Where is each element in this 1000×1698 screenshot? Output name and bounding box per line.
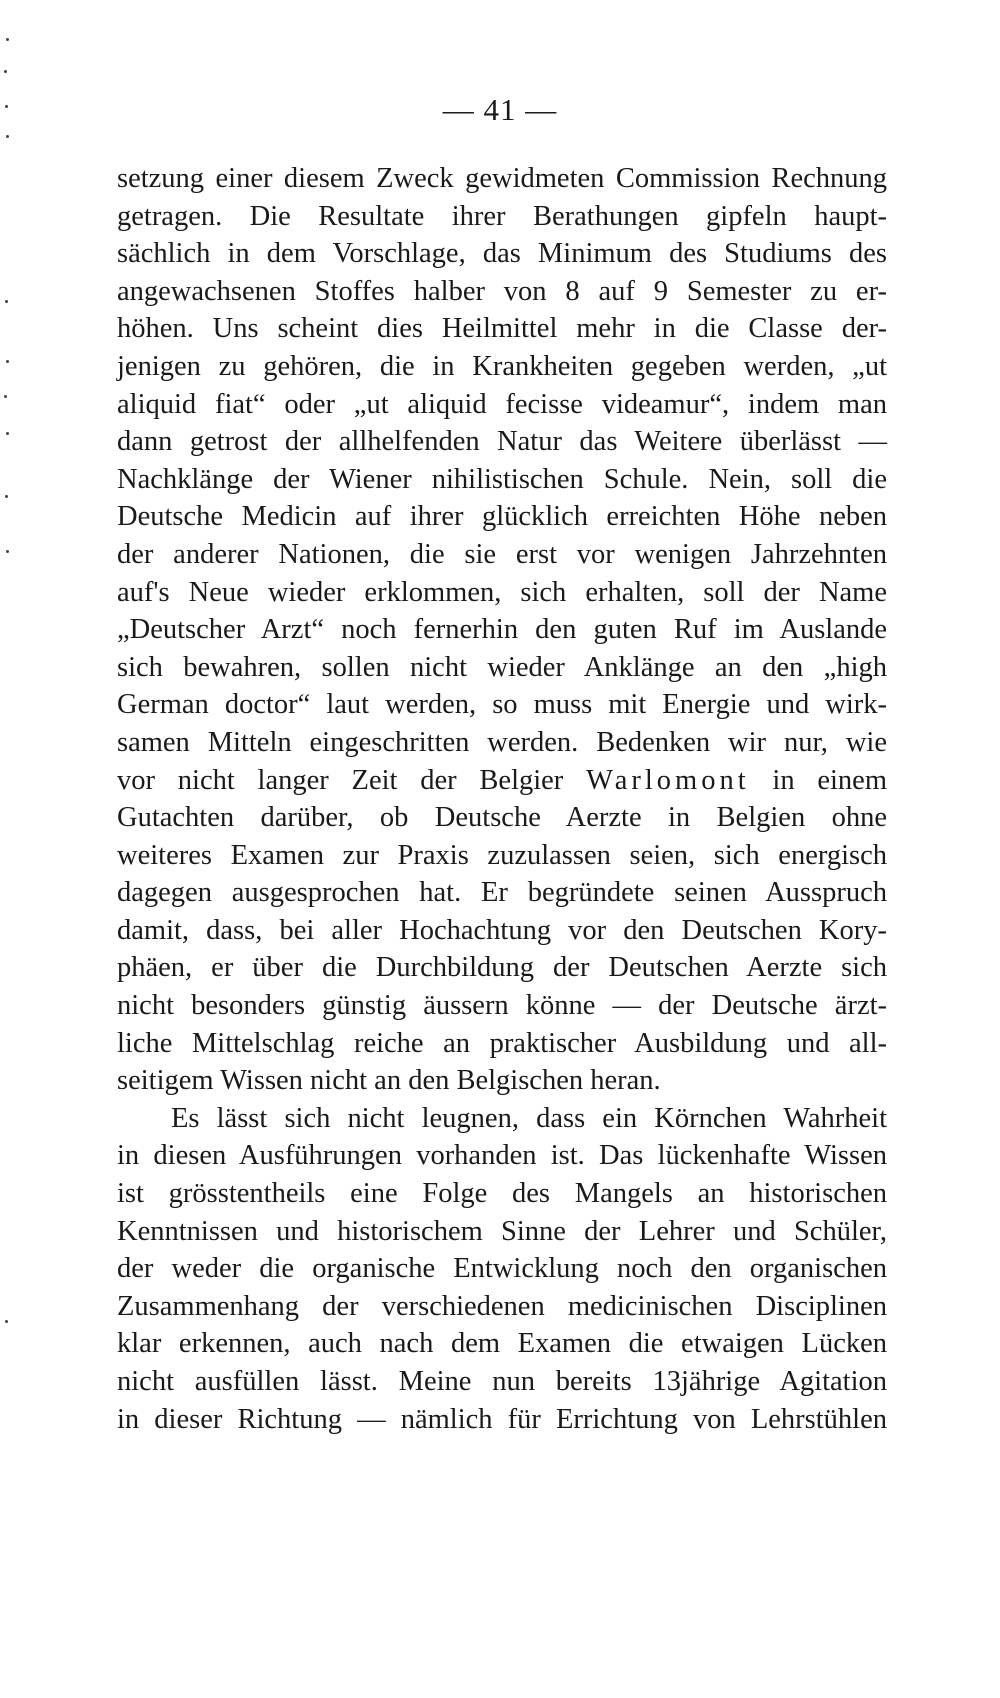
scan-speck: [5, 105, 8, 108]
text-line: klar erkennen, auch nach dem Examen die etwaigen Lücken: [117, 1328, 887, 1360]
text-line: getragen. Die Resultate ihrer Berathungen gipfeln haupt-: [117, 200, 887, 232]
text-line: angewachsenen Stoffes halber von 8 auf 9 Semester zu er-: [117, 275, 887, 307]
text-fragment: vor nicht langer Zeit der Belgier: [117, 764, 587, 796]
text-line: Gutachten darüber, ob Deutsche Aerzte in Belgien ohne: [117, 802, 887, 834]
text-line: dagegen ausgesprochen hat. Er begründete seinen Ausspruch: [117, 877, 887, 909]
scan-speck: [5, 495, 8, 498]
scan-speck: [6, 360, 9, 363]
text-line: nicht ausfüllen lässt. Meine nun bereits 13jährige Agitation: [117, 1366, 887, 1397]
text-line: Deutsche Medicin auf ihrer glücklich erreichten Höhe neben: [117, 501, 887, 533]
text-line: phäen, er über die Durchbildung der Deutschen Aerzte sich: [117, 952, 887, 984]
person-name-warlomont: Warlomont: [586, 764, 750, 796]
text-line: damit, dass, bei aller Hochachtung vor den Deutschen Kory-: [117, 914, 887, 946]
text-line: setzung einer diesem Zweck gewidmeten Commission Rechnung: [117, 163, 887, 194]
text-line: Zusammenhang der verschiedenen medicinischen Disciplinen: [117, 1290, 887, 1322]
text-line: in dieser Richtung — nämlich für Errichtung von Lehrstühlen: [117, 1403, 887, 1435]
text-line: höhen. Uns scheint dies Heilmittel mehr in die Classe der-: [117, 313, 887, 345]
scan-speck: [6, 38, 9, 41]
text-line-paragraph-start: Es lässt sich nicht leugnen, dass ein Körnchen Wahrheit: [171, 1102, 887, 1134]
scan-speck: [5, 1320, 8, 1323]
text-line: jenigen zu gehören, die in Krankheiten gegeben werden, „ut: [117, 350, 887, 382]
scan-speck: [6, 135, 9, 138]
text-line: sich bewahren, sollen nicht wieder Anklänge an den „high: [117, 651, 887, 683]
page-number: — 41 —: [442, 92, 558, 127]
text-line: nicht besonders günstig äussern könne — der Deutsche ärzt-: [117, 990, 887, 1022]
text-line: Nachklänge der Wiener nihilistischen Schule. Nein, soll die: [117, 463, 887, 495]
scan-speck: [6, 550, 9, 553]
text-line: der weder die organische Entwicklung noch den organischen: [117, 1253, 887, 1285]
text-line: Kenntnissen und historischem Sinne der Lehrer und Schüler,: [117, 1215, 887, 1247]
text-fragment: in einem: [749, 764, 887, 796]
text-line: [117, 762, 887, 800]
text-line: aliquid fiat“ oder „ut aliquid fecisse videamur“, indem man: [117, 388, 887, 420]
text-line: weiteres Examen zur Praxis zuzulassen seien, sich energisch: [117, 839, 887, 871]
text-line: sächlich in dem Vorschlage, das Minimum des Studiums des: [117, 238, 887, 270]
text-line: ist grösstentheils eine Folge des Mangels an historischen: [117, 1178, 887, 1210]
text-line-paragraph-end: seitigem Wissen nicht an den Belgischen heran.: [117, 1065, 661, 1097]
text-line: German doctor“ laut werden, so muss mit Energie und wirk-: [117, 689, 887, 721]
scan-speck: [5, 300, 8, 303]
text-line: liche Mittelschlag reiche an praktischer Ausbildung und all-: [117, 1027, 887, 1059]
text-line: dann getrost der allhelfenden Natur das Weitere überlässt —: [117, 426, 887, 458]
text-line: „Deutscher Arzt“ noch fernerhin den guten Ruf im Auslande: [117, 614, 887, 646]
body-text: [117, 160, 887, 1438]
text-line: samen Mitteln eingeschritten werden. Bedenken wir nur, wie: [117, 726, 887, 758]
scan-speck: [6, 432, 9, 435]
text-line: der anderer Nationen, die sie erst vor wenigen Jahrzehnten: [117, 538, 887, 570]
scan-speck: [4, 395, 7, 398]
text-line: auf's Neue wieder erklommen, sich erhalten, soll der Name: [117, 576, 887, 608]
scan-speck: [4, 70, 7, 73]
text-line: in diesen Ausführungen vorhanden ist. Das lückenhafte Wissen: [117, 1140, 887, 1172]
